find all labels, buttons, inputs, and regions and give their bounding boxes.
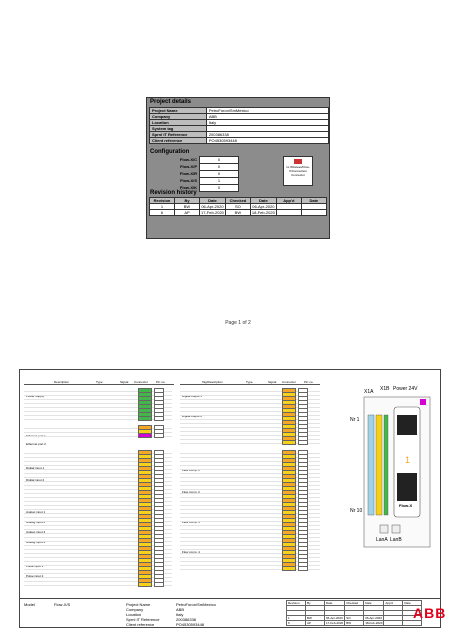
pd-key: Company <box>150 114 207 120</box>
device-display <box>397 415 417 435</box>
reference-value: 200386338 <box>176 617 197 622</box>
flowx-device-drawing <box>350 385 434 560</box>
hdr-desc: Description <box>54 380 70 384</box>
frev-header: Date <box>364 601 384 606</box>
frev-cell: 06-Apr-2020 <box>326 616 343 620</box>
hdr-tag: Tag/Description <box>202 380 223 384</box>
configuration-title: Configuration <box>150 149 190 155</box>
location-label: Location <box>126 612 142 617</box>
pin-cell <box>298 566 308 571</box>
cfg-label: Flow-X/S <box>180 178 197 183</box>
frev-cell: BW <box>306 616 325 621</box>
io-label: Pulse input 1 <box>26 564 44 568</box>
hdr-pin: Pin no. <box>156 380 166 384</box>
client-label: Client reference <box>126 622 155 627</box>
frev-header: App'd <box>384 601 403 606</box>
io-label: Flow comp. 2 <box>182 490 200 494</box>
rev-cell: 06-Apr-2020 <box>252 204 275 209</box>
connector-cell <box>282 440 296 445</box>
frev-cell <box>403 621 422 626</box>
rev-cell: AP <box>175 210 200 216</box>
project-details-title: Project details <box>150 99 192 105</box>
project-value: PetroForon\SmMexico <box>176 602 216 607</box>
power-connector <box>420 399 426 405</box>
hdr-type: Type <box>246 380 253 384</box>
frev-header: Date <box>403 601 422 606</box>
frev-cell: 17-Feb-2020 <box>326 621 344 625</box>
pd-value: 200386338 <box>206 132 328 138</box>
frev-header: Date <box>325 601 345 606</box>
frev-cell: 06-Apr-2020 <box>365 616 382 620</box>
power-label: Power 24V <box>393 386 418 392</box>
project-details-table <box>149 107 329 144</box>
rev-cell: 18-Feb-2020 <box>251 210 275 215</box>
device-thumbnail-icon <box>294 159 302 164</box>
rev-cell: SO <box>225 204 250 210</box>
title-block <box>20 598 447 628</box>
rev-cell <box>276 210 301 216</box>
revision-history-table <box>149 197 327 216</box>
pd-key: Location <box>150 120 207 126</box>
connector-cell <box>138 582 152 587</box>
pin-cell <box>298 440 308 445</box>
pd-key: Project Name <box>150 108 207 114</box>
io-label: Ethernet port 1 <box>26 434 46 438</box>
connector-cell <box>138 433 152 438</box>
io-label: Digital input 1 <box>26 466 45 470</box>
model-value: Flow-X/S <box>54 602 71 607</box>
frev-header: Checked <box>345 601 364 606</box>
rev-header: Date <box>301 198 326 204</box>
device-number: 1 <box>405 455 411 465</box>
frev-cell: 18-Feb-2020 <box>365 621 383 625</box>
company-value: ABB <box>176 607 185 612</box>
io-label: Digital output 2 <box>182 414 203 418</box>
io-header <box>180 380 320 385</box>
terminal-strip-green <box>384 415 388 515</box>
cfg-label: Flow-X/K <box>179 185 197 190</box>
io-label: Analog input 1 <box>26 510 46 514</box>
wiring-sheet <box>19 369 447 628</box>
io-label: Flow comp. 1 <box>182 468 200 472</box>
hdr-signal: Signal <box>268 380 277 384</box>
frev-header: Revision <box>287 601 306 606</box>
footer-revision-table <box>286 600 422 626</box>
connector-cell <box>282 566 296 571</box>
io-label: Flow comp. 3 <box>182 520 200 524</box>
cfg-value: 0 <box>200 164 239 171</box>
device-brand: Flow-X <box>399 503 413 508</box>
client-value: PO4530593448 <box>176 622 205 627</box>
pin-cell <box>154 582 164 587</box>
io-label: Digital input 2 <box>26 478 45 482</box>
frev-cell: 6 <box>287 621 306 626</box>
device-module <box>397 473 417 501</box>
pd-value: ABB <box>206 114 328 120</box>
lan-b-port <box>392 525 400 533</box>
terminal-strip-x1b <box>376 415 382 515</box>
hdr-connector: Connector <box>134 380 148 384</box>
io-label: Digital output 1 <box>182 394 203 398</box>
connector-cell <box>138 416 152 421</box>
io-label: Analog input 2 <box>26 520 46 524</box>
pd-key: Client reference <box>150 138 207 144</box>
hdr-type: Type <box>96 380 103 384</box>
reference-label: Sprnl IT Reference <box>126 617 160 622</box>
io-label: Ethernet port 2 <box>26 442 46 446</box>
hdr-connector: Connector <box>282 380 296 384</box>
abb-logo: ABB <box>413 605 447 621</box>
x1a-label: X1A <box>364 389 374 395</box>
io-label: Flow comp. 4 <box>182 550 200 554</box>
frev-cell: SO <box>345 616 364 621</box>
rev-header: Date <box>250 198 276 204</box>
x1b-label: X1B <box>380 386 390 392</box>
pd-value: PO4530593448 <box>206 138 328 144</box>
table-row <box>150 210 327 216</box>
io-label: Analog input 3 <box>26 530 46 534</box>
model-label: Model <box>24 602 35 607</box>
rev-cell: BW <box>225 210 250 216</box>
device-thumbnail <box>283 156 313 186</box>
rev-cell: 1 <box>150 204 175 210</box>
io-label: Analog input 4 <box>26 540 46 544</box>
lana-label: LanA <box>376 537 388 543</box>
cfg-value: 0 <box>200 157 239 164</box>
frev-cell: BW <box>345 621 364 626</box>
rev-cell: 6 <box>150 210 175 216</box>
rev-header: Revision <box>150 198 175 204</box>
table-row <box>287 621 422 626</box>
page-number: Page 1 of 2 <box>225 320 251 326</box>
nr1-label: Nr 1 <box>350 417 360 423</box>
io-label: Pulse input 2 <box>26 574 44 578</box>
device-thumbnail-caption: 1x Wireless/Flow-X/Connection Connector <box>286 165 310 177</box>
cfg-label: Flow-X/C <box>179 157 197 162</box>
rev-cell: 06-Apr-2020 <box>201 204 224 209</box>
rev-header: Date <box>200 198 226 204</box>
pd-key: Sprnl IT Reference <box>150 132 207 138</box>
configuration-table <box>173 156 239 192</box>
rev-cell: 17-Feb-2020 <box>201 210 224 215</box>
rev-cell <box>301 210 326 216</box>
pd-value: Italy <box>206 120 328 126</box>
project-label: Project Name <box>126 602 151 607</box>
company-label: Company <box>126 607 144 612</box>
cfg-value: 1 <box>200 178 239 185</box>
location-value: Italy <box>176 612 184 617</box>
frev-header: By <box>306 601 325 606</box>
pin-cell <box>154 416 164 421</box>
lan-a-port <box>380 525 388 533</box>
rev-header: App'd <box>276 198 301 204</box>
revision-history-title: Revision history <box>150 190 197 196</box>
io-header <box>24 380 174 385</box>
cfg-label: Flow-X/P <box>180 164 197 169</box>
frev-cell: AP <box>306 621 325 626</box>
rev-header: By <box>175 198 200 204</box>
cfg-label: Flow-X/R <box>179 171 197 176</box>
frev-cell <box>384 621 403 626</box>
cfg-value: 0 <box>200 185 239 192</box>
pd-value: PetroForon\SmMexico <box>206 108 328 114</box>
hdr-pin: Pin no. <box>304 380 314 384</box>
pd-key: System tag <box>150 126 207 132</box>
io-label: Power supply <box>26 394 45 398</box>
frev-cell: 1 <box>287 616 306 621</box>
hdr-signal: Signal <box>120 380 129 384</box>
nr10-label: Nr 10 <box>350 508 363 514</box>
rev-header: Checked <box>225 198 250 204</box>
lanb-label: LanB <box>390 537 402 543</box>
pin-cell <box>154 433 164 438</box>
cfg-value: 0 <box>200 171 239 178</box>
terminal-strip-x1a <box>368 415 374 515</box>
rev-cell: BW <box>175 204 200 210</box>
